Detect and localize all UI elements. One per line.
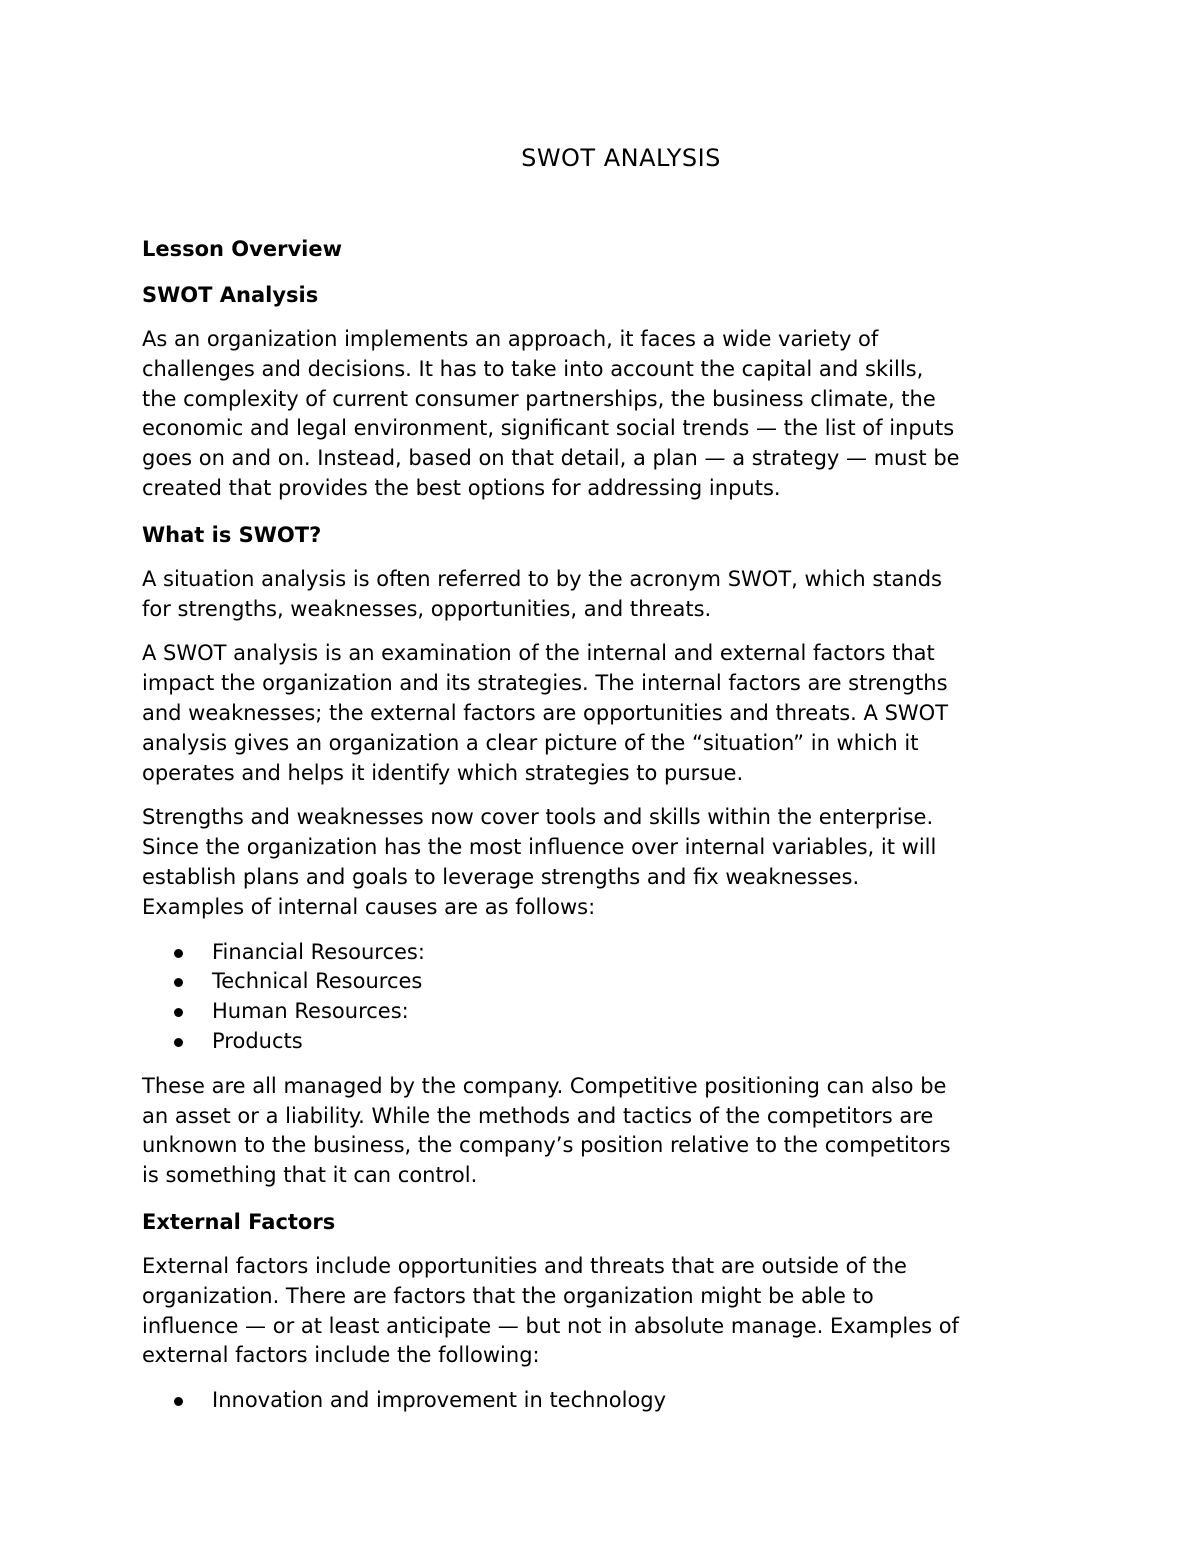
- paragraph-line: Examples of internal causes are as follows:: [142, 894, 596, 919]
- paragraph-line: operates and helps it identify which strategies to pursue.: [142, 760, 744, 785]
- spacer: [142, 1237, 1072, 1252]
- list-item-text: Innovation and improvement in technology: [212, 1388, 667, 1413]
- paragraph-line: influence — or at least anticipate — but not in absolute manage. Examples of: [142, 1313, 959, 1338]
- list-item: [142, 967, 1072, 997]
- paragraph: [142, 639, 1072, 788]
- document-page: [142, 138, 1072, 1416]
- list-item-text: Human Resources:: [212, 999, 409, 1024]
- spacer: [142, 264, 1072, 280]
- paragraph-line: the complexity of current consumer partnerships, the business climate, the: [142, 386, 936, 411]
- document-body: [142, 178, 1072, 1416]
- bullet-icon: [174, 978, 183, 987]
- paragraph-line: establish plans and goals to leverage strengths and fix weaknesses.: [142, 864, 860, 889]
- paragraph-line: an asset or a liability. While the methods and tactics of the competitors are: [142, 1103, 934, 1128]
- section-heading: SWOT Analysis: [142, 283, 319, 307]
- paragraph-line: challenges and decisions. It has to take into account the capital and skills,: [142, 356, 924, 381]
- paragraph-line: unknown to the business, the company’s position relative to the competitors: [142, 1133, 951, 1158]
- document-title: SWOT ANALYSIS: [521, 144, 721, 172]
- bullet-list: [142, 1386, 1072, 1416]
- bullet-icon: [174, 1038, 183, 1047]
- paragraph-line: Strengths and weaknesses now cover tools and skills within the enterprise.: [142, 805, 934, 830]
- paragraph-line: A situation analysis is often referred to by the acronym SWOT, which stands: [142, 566, 942, 591]
- paragraph-line: A SWOT analysis is an examination of the internal and external factors that: [142, 641, 935, 666]
- paragraph-line: Since the organization has the most influence over internal variables, it will: [142, 835, 937, 860]
- bullet-icon: [174, 1397, 183, 1406]
- paragraph-line: is something that it can control.: [142, 1163, 478, 1188]
- spacer: [142, 1057, 1072, 1072]
- spacer: [142, 788, 1072, 803]
- bullet-icon: [174, 1008, 183, 1017]
- spacer: [142, 1191, 1072, 1207]
- list-item: [142, 1027, 1072, 1057]
- spacer: [142, 624, 1072, 639]
- paragraph-line: external factors include the following:: [142, 1343, 540, 1368]
- paragraph-line: analysis gives an organization a clear picture of the “situation” in which it: [142, 730, 919, 755]
- section-heading: External Factors: [142, 1209, 336, 1234]
- list-item-text: Technical Resources: [212, 969, 423, 994]
- list-item-text: Financial Resources:: [212, 939, 425, 964]
- paragraph: [142, 1072, 1072, 1191]
- paragraph-line: These are all managed by the company. Competitive positioning can also be: [142, 1073, 947, 1098]
- list-item-text: Products: [212, 1028, 303, 1053]
- spacer: [142, 178, 1072, 234]
- paragraph-line: impact the organization and its strategies. The internal factors are strengths: [142, 671, 948, 696]
- list-item: [142, 1386, 1072, 1416]
- paragraph: [142, 1252, 1072, 1371]
- paragraph-line: External factors include opportunities and threats that are outside of the: [142, 1253, 907, 1278]
- paragraph-line: and weaknesses; the external factors are opportunities and threats. A SWOT: [142, 700, 949, 725]
- paragraph: [142, 565, 1072, 625]
- bullet-list: [142, 938, 1072, 1057]
- list-item: [142, 938, 1072, 968]
- paragraph: [142, 803, 1072, 922]
- list-item: [142, 997, 1072, 1027]
- spacer: [142, 1371, 1072, 1386]
- paragraph-line: goes on and on. Instead, based on that detail, a plan — a strategy — must be: [142, 446, 960, 471]
- section-heading: Lesson Overview: [142, 237, 342, 261]
- paragraph-line: created that provides the best options for addressing inputs.: [142, 475, 781, 500]
- paragraph: [142, 325, 1072, 504]
- spacer: [142, 550, 1072, 565]
- spacer: [142, 504, 1072, 520]
- paragraph-line: organization. There are factors that the organization might be able to: [142, 1283, 874, 1308]
- paragraph-line: economic and legal environment, significant social trends — the list of inputs: [142, 416, 955, 441]
- paragraph-line: As an organization implements an approach, it faces a wide variety of: [142, 327, 879, 351]
- paragraph-line: for strengths, weaknesses, opportunities, and threats.: [142, 596, 712, 621]
- spacer: [142, 923, 1072, 938]
- bullet-icon: [174, 949, 183, 958]
- section-heading: What is SWOT?: [142, 522, 322, 547]
- spacer: [142, 310, 1072, 325]
